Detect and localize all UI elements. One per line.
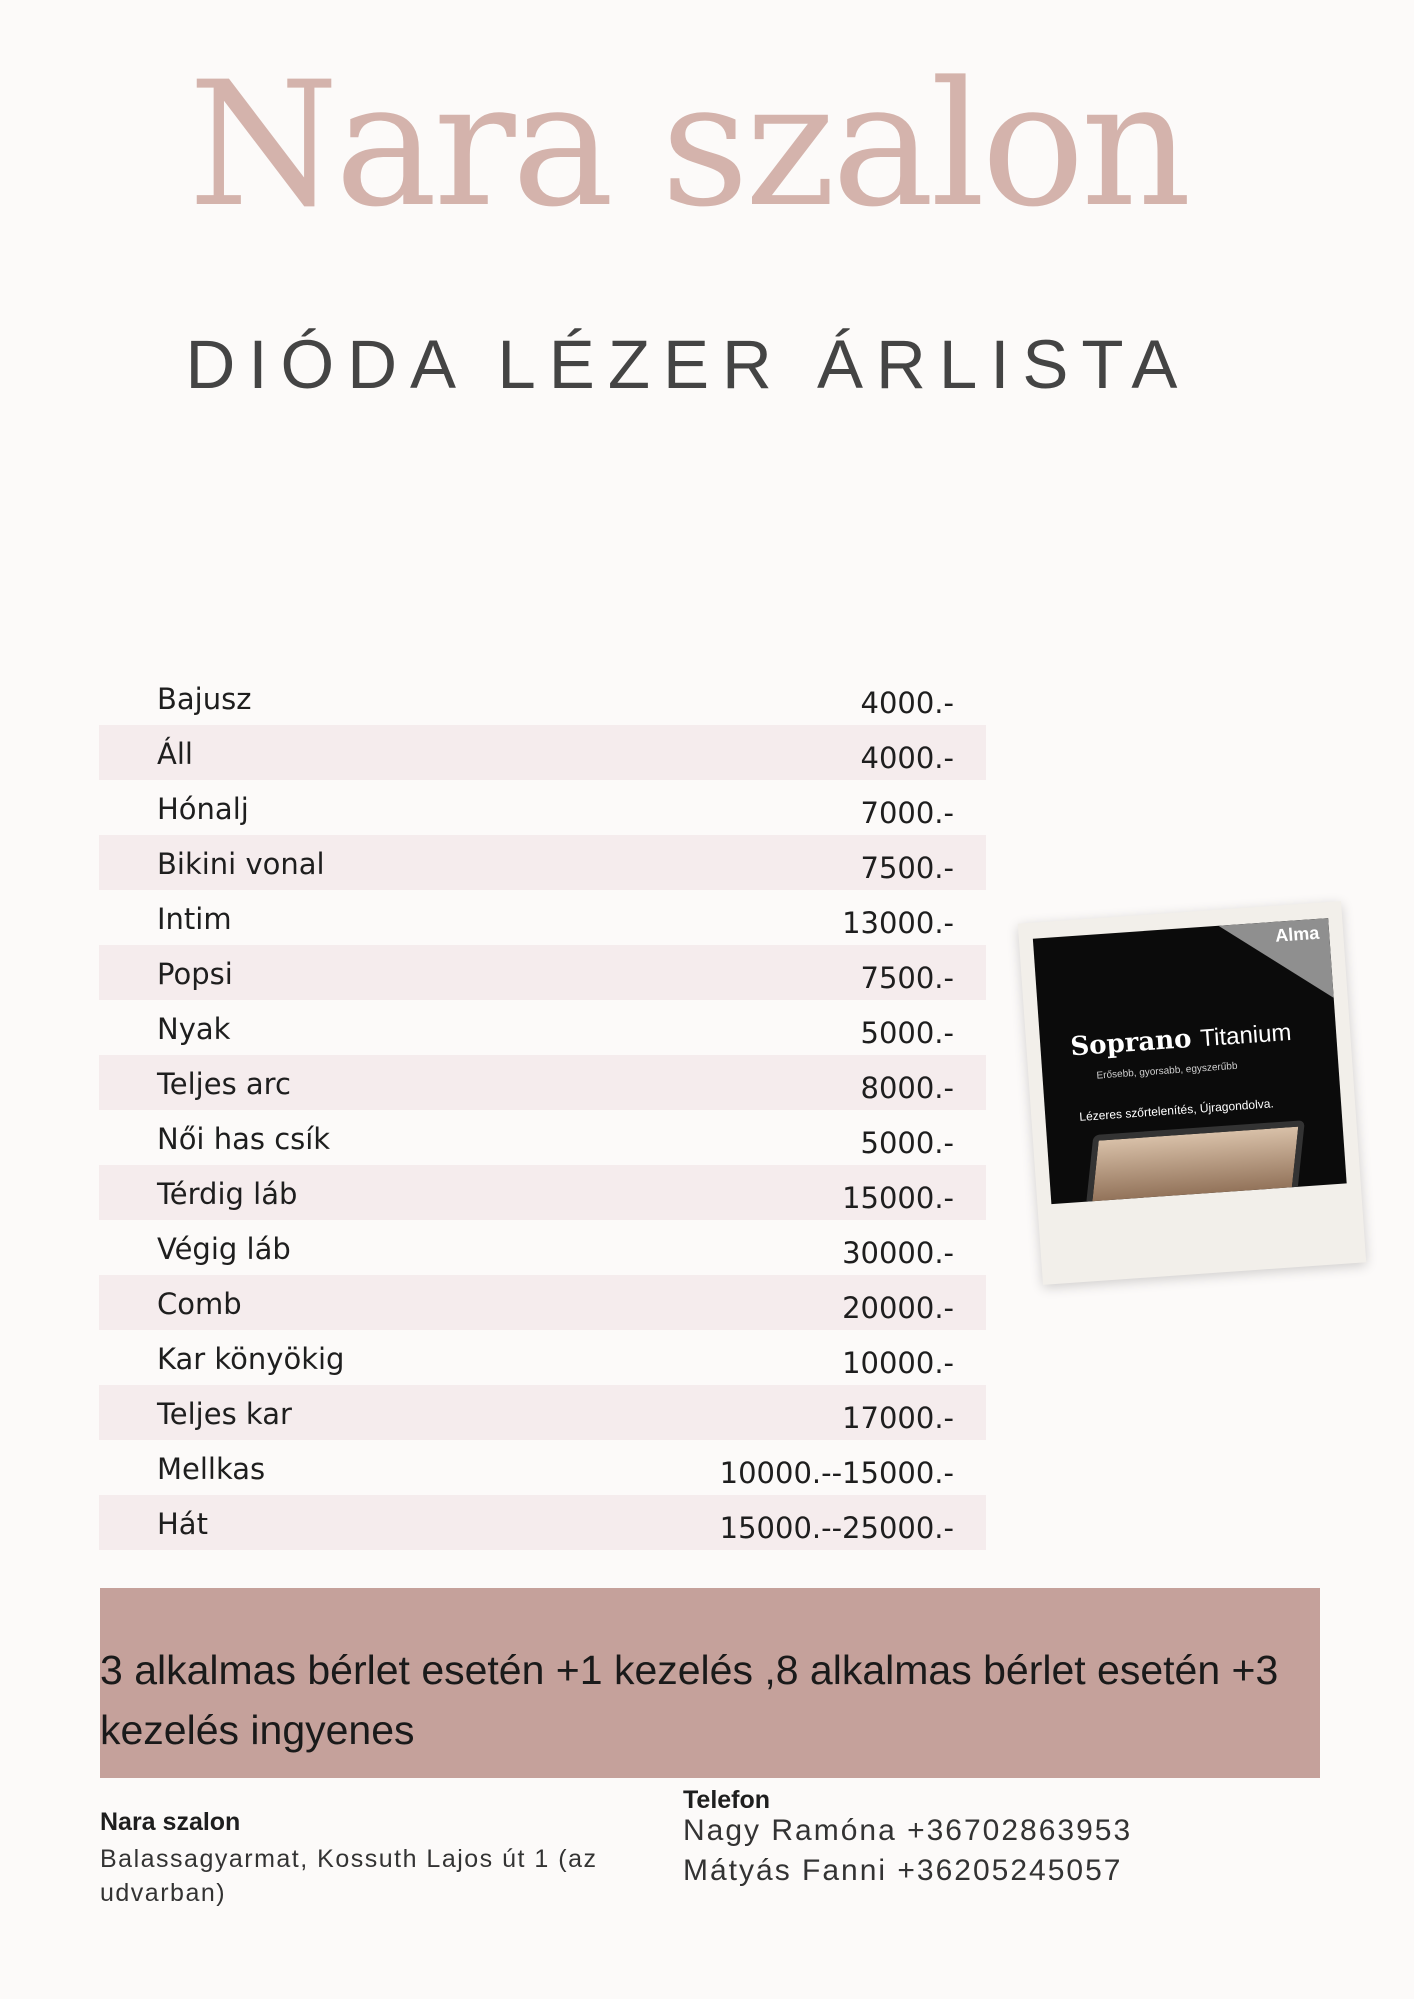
- service-price: 4000.-: [860, 686, 954, 720]
- service-name: Nyak: [157, 1012, 231, 1046]
- service-name: Teljes kar: [157, 1397, 292, 1431]
- price-row: [99, 890, 986, 945]
- service-name: Bajusz: [157, 682, 252, 716]
- service-price: 4000.-: [860, 741, 954, 775]
- device-screen: [1085, 1120, 1305, 1204]
- offer-text: 3 alkalmas bérlet esetén +1 kezelés ,8 alkalmas bérlet esetén +3 kezelés ingyenes: [100, 1647, 1279, 1753]
- service-name: Bikini vonal: [157, 847, 325, 881]
- price-row: [99, 1110, 986, 1165]
- service-price: 7500.-: [860, 851, 954, 885]
- photo-title-suffix: Titanium: [1199, 1018, 1293, 1053]
- photo-title: [1069, 1017, 1292, 1062]
- soprano-titanium-photo: [1018, 901, 1366, 1285]
- service-price: 20000.-: [842, 1291, 954, 1325]
- price-row: [99, 1330, 986, 1385]
- price-row: [99, 780, 986, 835]
- service-price: 5000.-: [860, 1016, 954, 1050]
- service-price: 13000.-: [842, 906, 954, 940]
- price-row: [99, 1275, 986, 1330]
- price-row: [99, 835, 986, 890]
- service-price: 15000.-: [842, 1181, 954, 1215]
- footer-address: Balassagyarmat, Kossuth Lajos út 1 (az udvarban): [100, 1845, 598, 1907]
- service-name: Kar könyökig: [157, 1342, 345, 1376]
- service-price: 17000.-: [842, 1401, 954, 1435]
- service-name: Női has csík: [157, 1122, 331, 1156]
- offer-banner: [100, 1588, 1320, 1778]
- service-price: 15000.--25000.-: [719, 1511, 954, 1545]
- service-name: Mellkas: [157, 1452, 266, 1486]
- price-row: [99, 945, 986, 1000]
- price-row: [99, 725, 986, 780]
- service-name: Popsi: [157, 957, 233, 991]
- photo-line: Lézeres szőrtelenítés, Újragondolva.: [1078, 1096, 1275, 1124]
- page-title: DIÓDA LÉZER ÁRLISTA: [185, 326, 1191, 403]
- service-name: Hónalj: [157, 792, 249, 826]
- photo-title-main: Soprano: [1069, 1023, 1193, 1063]
- service-name: Térdig láb: [157, 1177, 298, 1211]
- service-name: Teljes arc: [157, 1067, 291, 1101]
- service-price: 10000.--15000.-: [719, 1456, 954, 1490]
- service-name: Comb: [157, 1287, 242, 1321]
- service-name: Intim: [157, 902, 232, 936]
- alma-logo: Alma: [1274, 922, 1320, 946]
- price-row: [99, 1495, 986, 1550]
- photo-image: [1033, 918, 1347, 1204]
- price-row: [99, 1000, 986, 1055]
- price-row: [99, 1440, 986, 1495]
- service-price: 10000.-: [842, 1346, 954, 1380]
- phone-number-1[interactable]: Nagy Ramóna +36702863953: [683, 1814, 1133, 1847]
- price-row: [99, 1220, 986, 1275]
- service-price: 7500.-: [860, 961, 954, 995]
- brand-title: Nara szalon: [188, 44, 1188, 245]
- service-name: Végig láb: [157, 1232, 291, 1266]
- service-price: 8000.-: [860, 1071, 954, 1105]
- phone-number-2[interactable]: Mátyás Fanni +36205245057: [683, 1854, 1123, 1887]
- price-row: [99, 670, 986, 725]
- photo-tagline: Erősebb, gyorsabb, egyszerűbb: [1096, 1060, 1238, 1082]
- price-row: [99, 1165, 986, 1220]
- service-price: 5000.-: [860, 1126, 954, 1160]
- service-price: 30000.-: [842, 1236, 954, 1270]
- price-row: [99, 1385, 986, 1440]
- footer-salon-name: Nara szalon: [100, 1808, 241, 1836]
- service-price: 7000.-: [860, 796, 954, 830]
- service-name: Hát: [157, 1507, 208, 1541]
- price-list: [99, 670, 986, 1550]
- price-row: [99, 1055, 986, 1110]
- phone-heading: Telefon: [683, 1786, 771, 1814]
- service-name: Áll: [157, 737, 193, 771]
